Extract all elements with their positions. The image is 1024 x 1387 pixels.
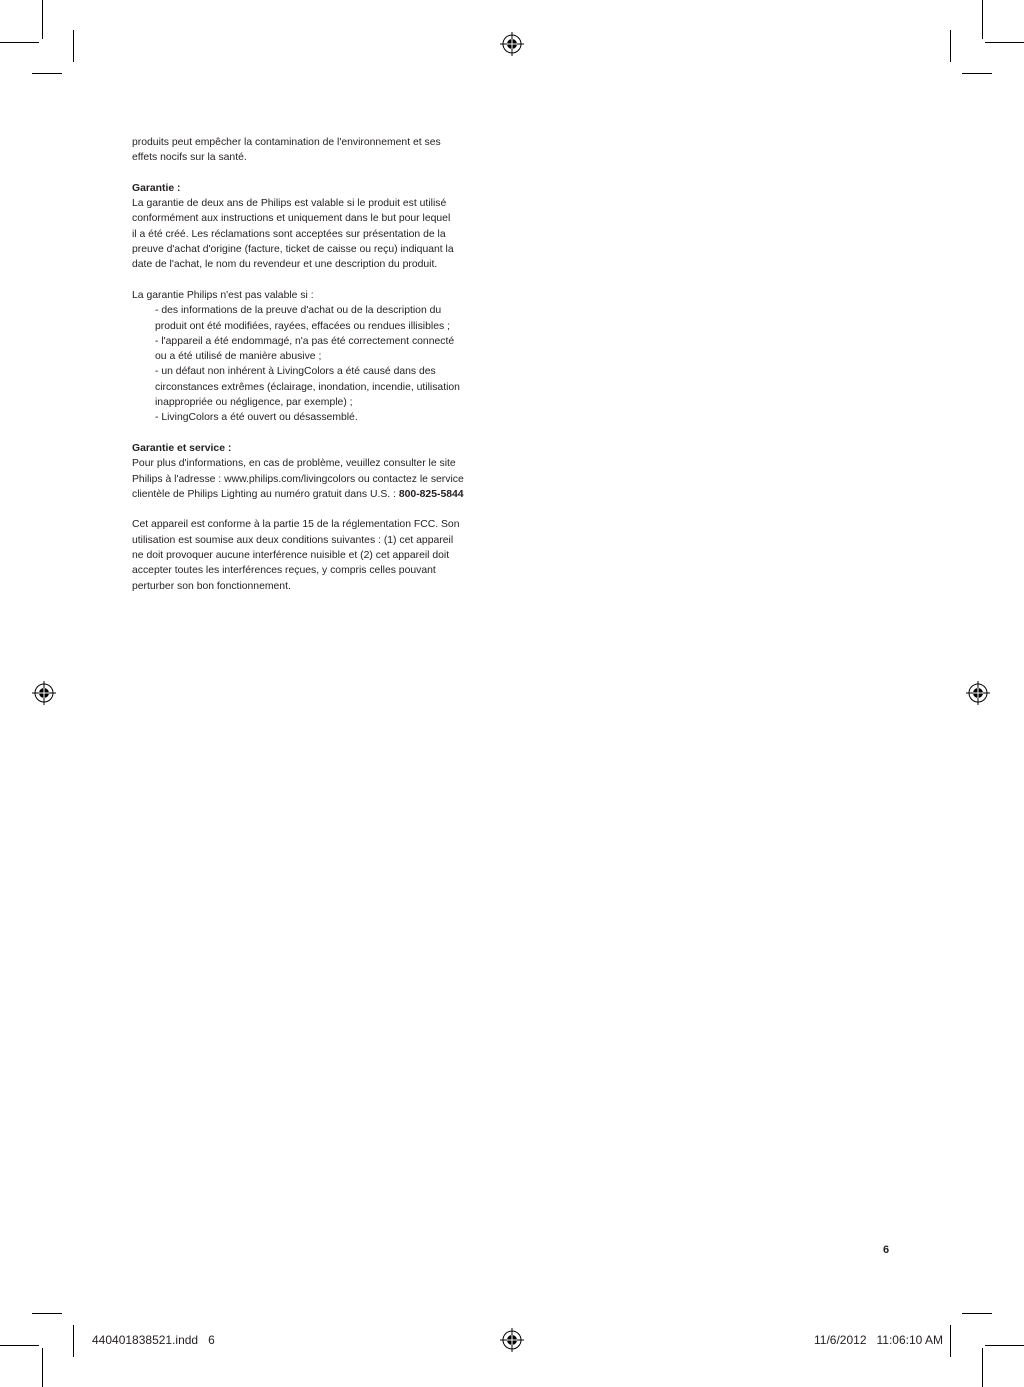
warranty-heading: Garantie : xyxy=(132,182,181,194)
exclusion-line: ou a été utilisé de manière abusive ; xyxy=(155,351,322,363)
crop-mark-bottom-left-h xyxy=(32,1313,62,1314)
exclusion-line: - un défaut non inhérent à LivingColors a été causé dans des xyxy=(155,366,436,378)
crop-mark-bottom-right-h xyxy=(962,1313,992,1314)
registration-mark-bottom xyxy=(500,1328,524,1352)
crop-mark-top-left-v2 xyxy=(73,30,74,62)
exclusion-line: produit ont été modifiées, rayées, effacées ou rendues illisibles ; xyxy=(155,320,450,332)
warranty-line: La garantie de deux ans de Philips est valable si le produit est utilisé xyxy=(132,198,447,210)
slug-file-name: 440401838521.indd 6 xyxy=(92,1333,215,1347)
fcc-line: Cet appareil est conforme à la partie 15 de la réglementation FCC. Son xyxy=(132,519,460,531)
crop-mark-top-left-h2 xyxy=(32,73,62,74)
service-line: Philips à l'adresse : www.philips.com/livingcolors ou contactez le service xyxy=(132,473,464,485)
registration-mark-left xyxy=(32,681,56,705)
exclusion-line: inappropriée ou négligence, par exemple) ; xyxy=(155,397,353,409)
service-line-prefix: clientèle de Philips Lighting au numéro gratuit dans U.S. : xyxy=(132,488,399,500)
crop-mark-bottom-left-v xyxy=(73,1325,74,1357)
crop-mark-bottom-right-h2 xyxy=(985,1345,1024,1346)
exclusions-intro: La garantie Philips n'est pas valable si : xyxy=(132,289,314,301)
crop-mark-top-right-v2 xyxy=(950,30,951,62)
warranty-line: date de l'achat, le nom du revendeur et une description du produit. xyxy=(132,259,438,271)
warranty-line: preuve d'achat d'origine (facture, ticket de caisse ou reçu) indiquant la xyxy=(132,244,454,256)
exclusion-line: - l'appareil a été endommagé, n'a pas été correctement connecté xyxy=(155,335,455,347)
service-line: Pour plus d'informations, en cas de problème, veuillez consulter le site xyxy=(132,458,456,470)
crop-mark-bottom-left-v2 xyxy=(42,1348,43,1387)
fcc-line: ne doit provoquer aucune interférence nuisible et (2) cet appareil doit xyxy=(132,550,450,562)
crop-mark-bottom-left-h2 xyxy=(0,1345,39,1346)
crop-mark-top-left-v xyxy=(42,0,43,39)
exclusion-line: circonstances extrêmes (éclairage, inondation, incendie, utilisation xyxy=(155,381,460,393)
registration-mark-right xyxy=(966,681,990,705)
fcc-line: perturber son bon fonctionnement. xyxy=(132,580,291,592)
page-number: 6 xyxy=(883,1244,890,1256)
crop-mark-top-right-h xyxy=(985,42,1024,43)
registration-mark-top xyxy=(500,32,524,56)
crop-mark-bottom-right-v xyxy=(950,1325,951,1357)
intro-line: produits peut empêcher la contamination de l'environnement et ses xyxy=(132,137,441,148)
service-line xyxy=(132,487,502,502)
phone-number: 800-825-5844 xyxy=(398,488,464,500)
service-heading: Garantie et service : xyxy=(132,442,232,454)
exclusion-line: - LivingColors a été ouvert ou désassemblé. xyxy=(155,412,358,424)
slug-datetime: 11/6/2012 11:06:10 AM xyxy=(814,1333,943,1347)
crop-mark-bottom-right-v2 xyxy=(982,1348,983,1387)
warranty-line: conformément aux instructions et uniquement dans le but pour lequel xyxy=(132,213,451,225)
crop-mark-top-right-v xyxy=(982,0,983,39)
document-body xyxy=(132,135,502,594)
crop-mark-top-left-h xyxy=(0,42,39,43)
intro-line: effets nocifs sur la santé. xyxy=(132,152,247,164)
warranty-line: il a été créé. Les réclamations sont acceptées sur présentation de la xyxy=(132,228,446,240)
fcc-line: accepter toutes les interférences reçues, y compris celles pouvant xyxy=(132,565,436,577)
exclusion-line: - des informations de la preuve d'achat ou de la description du xyxy=(155,305,442,317)
fcc-line: utilisation est soumise aux deux conditions suivantes : (1) cet appareil xyxy=(132,534,454,546)
crop-mark-top-right-h2 xyxy=(962,73,992,74)
